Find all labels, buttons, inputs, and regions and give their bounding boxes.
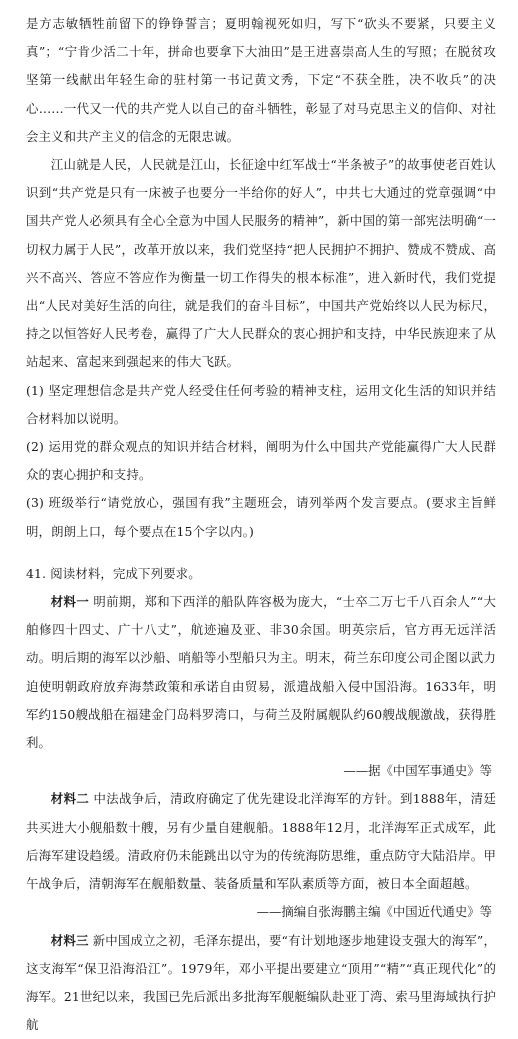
question-1: (1) 坚定理想信念是共产党人经受住任何考验的精神支柱，运用文化生活的知识并结合材料加以说明。 <box>26 377 496 433</box>
material-1 <box>26 588 496 757</box>
material-2-label: 材料二 <box>51 791 89 806</box>
material-1-label: 材料一 <box>51 594 89 609</box>
material-3-label: 材料三 <box>51 933 89 948</box>
paragraph-people: 江山就是人民，人民就是江山，长征途中红军战士“半条被子”的故事使老百姓认识到“共产党是只有一床被子也要分一半给你的好人”，中共七大通过的党章强调“中国共产党人必须具有全心全意为中国人民服务的精神”，新中国的第一部宪法明确“一切权力属于人民”，改革开放以来，我们党坚持“把人民拥护不拥护、赞成不赞成、高兴不高兴、答应不答应作为衡量一切工作得失的根本标准”，进入新时代，我们党提出“人民对美好生活的向往，就是我们的奋斗目标”，中国共产党始终以人民为标尺，持之以恒答好人民考卷，赢得了广大人民群众的衷心拥护和支持，中华民族迎来了从站起来、富起来到强起来的伟大飞跃。 <box>26 151 496 377</box>
material-2-source: ——摘编自张海鹏主编《中国近代通史》等 <box>26 898 496 926</box>
spacer <box>26 546 496 560</box>
material-1-source: ——据《中国军事通史》等 <box>26 757 496 785</box>
question-3: (3) 班级举行“请党放心，强国有我”主题班会，请列举两个发言要点。(要求主旨鲜明，朗朗上口，每个要点在15个字以内。) <box>26 489 496 545</box>
material-3 <box>26 927 496 1039</box>
question-41-title: 41. 阅读材料，完成下列要求。 <box>26 560 496 588</box>
material-3-text: 新中国成立之初，毛泽东提出，要“有计划地逐步地建设支强大的海军”，这支海军“保卫沿海沿江”。1979年，邓小平提出要建立“顶用”“精”“真正现代化”的海军。21世纪以来，我国已先后派出多批海军舰艇编队赴亚丁湾、索马里海域执行护航 <box>26 933 496 1033</box>
paragraph-faith: 是方志敏牺牲前留下的铮铮誓言；夏明翰视死如归，写下“砍头不要紧，只要主义真”；“宁肯少活二十年，拼命也要拿下大油田”是王进喜崇高人生的写照；在脱贫攻坚第一线献出年轻生命的驻村第一书记黄文秀，下定“不获全胜，决不收兵”的决心……一代又一代的共产党人以自己的奋斗牺牲，彰显了对马克思主义的信仰、对社会主义和共产主义的信念的无限忠诚。 <box>26 10 496 151</box>
material-2-text: 中法战争后，清政府确定了优先建设北洋海军的方针。到1888年，清廷共买进大小舰船数十艘，另有少量自建舰船。1888年12月，北洋海军正式成军，此后海军建设趋缓。清政府仍未能跳出以守为的传统海防思维，重点防守大陆沿岸。甲午战争后，清朝海军在舰船数量、装备质量和军队素质等方面，被日本全面超越。 <box>26 791 496 891</box>
material-1-text: 明前期，郑和下西洋的船队阵容极为庞大，“士卒二万七千八百余人”“大舶修四十四丈、广十八丈”，航迹遍及亚、非30余国。明英宗后，官方再无远洋活动。明后期的海军以沙船、哨船等小型船只为主。明末，荷兰东印度公司企图以武力迫使明朝政府放弃海禁政策和承诺自由贸易，派遣战船入侵中国沿海。1633年，明军约150艘战船在福建金门岛料罗湾口，与荷兰及附属舰队约60艘战舰激战，获得胜利。 <box>26 594 496 750</box>
question-2: (2) 运用党的群众观点的知识并结合材料，阐明为什么中国共产党能赢得广大人民群众的衷心拥护和支持。 <box>26 433 496 489</box>
material-2 <box>26 785 496 898</box>
